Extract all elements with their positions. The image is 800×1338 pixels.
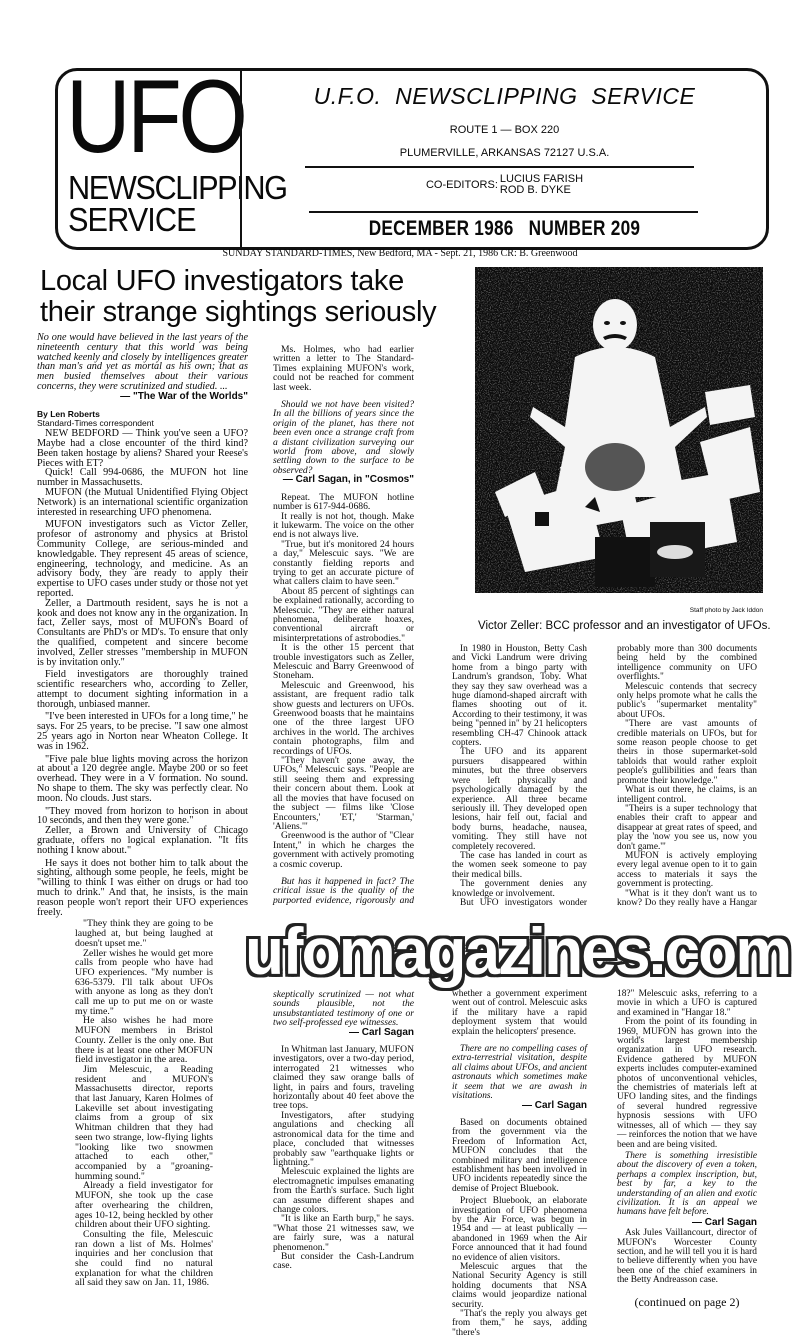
byline-role: Standard-Times correspondent [37,418,154,429]
paragraph: Jim Melescuic, a Reading resident and MUFON's Massachusetts director, reports that last January, Karen Holmes of Lakeville set about investigating claims from a group of six Whitman children that they had seen two strange, low-flying lights "looking like two snowmen attached to each other," accompanied by a "groaning-humming sound." [75,1063,213,1182]
paragraph: The government denies any knowledge or involvement. [452,879,587,899]
paragraph: "What is it they don't want us to know? Do they really have a Hangar 18?" Melescuic asks, referring to a movie in which a UFO is captured and examined in "Hangar 18." [617,888,757,1018]
publication-title: U.F.O. NEWSCLIPPING SERVICE [313,83,696,109]
paragraph: Repeat. The MUFON hotline number is 617-944-0686. [273,491,414,513]
watermark: ufomagazines.com [245,914,791,988]
paragraph: "I've been interested in UFOs for a long time," he says. For 25 years, to be precise. "I saw one almost 25 years ago in Norton near Wheaton College. It was in 1962. [37,711,248,752]
epigraph-attribution: — "The War of the Worlds" [120,390,248,402]
coeditors-names [500,174,583,196]
paragraph: Zeller, a Dartmouth resident, says he is not a kook and does not know any in the organization. In fact, Zeller says, most of MUFON's Board of Consultants are PhD's or MD's. To ensure that only the qualified, competent and sincere become involved, Zeller stresses "membership in MUFON is by invitation only." [37,597,248,668]
article-column-left [37,333,248,1288]
paragraph: Consulting the file, Melescuic ran down a list of Ms. Holmes' inquiries and her conclusion that she could find no natural explanation for what the children all said they saw on Jan. 11, 1986. [75,1228,213,1289]
pull-quote-attribution: — Carl Sagan [348,1026,414,1038]
paragraph: He also wishes he had more MUFON members in Bristol County. Zeller is the only one. But there is at least one other MOFUN field investigator in the area. [75,1015,213,1066]
paragraph: Melescuic contends that secrecy only helps promote what he calls the public's "supermarket mentality" about UFOs. [617,681,757,720]
paragraph: "They haven't gone away, the UFOs," Melescuic says. "People are still seeing them and expressing their concern about them. Look at all the movies that have focused on the subject — films like 'Close Encounters,' 'ET,' 'Starman,' 'Aliens.'" [273,755,414,832]
paragraph: The case has landed in court as the women seek someone to pay their medical bills. [452,850,587,880]
paragraph: Melescuic argues that the National Security Agency is still holding documents that NSA claims would jeopardize national security. [452,1261,587,1310]
paragraph: NEW BEDFORD — Think you've seen a UFO? Maybe had a close encounter of the third kind? Been taken hostage by aliens? Shared your Reese's Pieces with ET? [37,428,248,469]
paragraph: Ms. Holmes, who had earlier written a letter to The Standard-Times explaining MUFON's work, could not be reached for comment last week. [273,344,414,393]
pull-quote: There are no compelling cases of extra-terrestrial visitation, despite all claims about UFOs, and ancient astronauts which sometimes make it seem that we are awash in visitations. [452,1044,587,1102]
paragraph: Melescuic explained the lights are electromagnetic impulses emanating from the Earth's surface. Such light can assume different shapes and change colors. [273,1166,414,1215]
paragraph: "It is like an Earth burp," he says. "What those 21 witnesses saw, we are fairly sure, was a natural phenomenon." [273,1213,414,1253]
pull-quote-attribution: — Carl Sagan [521,1100,587,1112]
continued-notice: (continued on page 2) [634,1294,740,1309]
photo-victor-zeller [475,267,763,593]
rule-divider [309,211,698,213]
paragraph: What is out there, he claims, is an intelligent control. [617,785,757,805]
logo-newsclipping: NEWSCLIPPING [68,169,287,206]
epigraph-quote: No one would have believed in the last years of the nineteenth century that this world was being watched keenly and closely by intelligences greater than man's and yet as mortal as his own; that as men busied themselves about their various concerns, they were scrutinized and studied. ... [37,332,248,392]
masthead [55,59,769,250]
byline: By Len Roberts [37,408,100,419]
source-dateline: SUNDAY STANDARD-TIMES, New Bedford, MA - Sept. 21, 1986 CR: B. Greenwood [222,248,578,259]
logo-ufo: UFO [66,59,245,175]
masthead-info [243,71,766,247]
coeditors [243,174,766,196]
paragraph: Zeller, a Brown and University of Chicago graduate, offers no logical explanation. "It fits nothing I know about." [37,825,248,856]
logo-service: SERVICE [68,201,196,238]
paragraph: Quick! Call 994-0686, the MUFON hot line number in Massachusetts. [37,467,248,489]
pull-quote: There is something irresistible about the discovery of even a token, perhaps a complex inscription, but, best by far, a key to the understanding of an alien and exotic civilization. It is an appeal we humans have felt before. [617,1150,757,1218]
pull-quote: Should we not have been visited? In all the billions of years since the origin of the planet, has there not been even once a strange craft from a distant civilization surveying our world from above, and slowly settling down to the surface to be observed? [273,399,414,476]
paragraph: MUFON (the Mutual Unidentified Flying Object Network) is an international scientific organization interested in researching UFO phenomena. [37,486,248,518]
photo-caption: Victor Zeller: BCC professor and an investigator of UFOs. [478,620,771,632]
article-column-3 [452,645,587,1338]
rule-divider [305,166,694,168]
photo-credit: Staff photo by Jack Iddon [689,607,763,614]
pull-quote-attribution: — Carl Sagan, in "Cosmos" [282,474,414,486]
paragraph: From the point of its founding in 1969, MUFON has grown into the world's largest membership organization in UFO research. Evidence gathered by MUFON experts includes computer-examined photos of unconventional vehicles, the chemistries of materials left at UFO landing sites, and the findings of several hundred regressive hypnosis sessions with UFO witnesses, all of which — they say — reinforces the notion that we have been and are being visited. [617,1017,757,1150]
paragraph: The UFO and its apparent pursuers disappeared within minutes, but the three observers were left physically and psychologically damaged by the experience. All three became seriously ill. They developed open lesions, hair fell out, facial and body burns, headache, nausea, vomiting. They still have not completely recovered. [452,747,587,852]
paragraph: Project Bluebook, an elaborate investigation of UFO phenomena by the Air Force, was begun in 1954 and — at least publically — abandoned in 1969 when the Air Force announced that it had found no evidence of alien visitors. [452,1196,587,1263]
paragraph: About 85 percent of sightings can be explained rationally, according to Melescuic. "They are either natural phenomena, deliberate hoaxes, conventional aircraft or misinterpretations of astrobodies." [273,585,414,644]
masthead-divider [240,71,242,247]
paragraph: "True, but it's monitored 24 hours a day," Melescuic says. "We are constantly fielding reports and trying to get an accurate picture of what callers claim to have seen." [273,538,414,588]
paragraph: "They moved from horizon to horison in about 10 seconds, and then they were gone." [37,805,248,827]
pull-quote-attribution: — Carl Sagan [691,1216,757,1228]
coeditors-label: CO-EDITORS: [425,179,498,191]
paragraph: Greenwood is the author of "Clear Intent," in which he charges the government with actively promoting a cosmic coverup. [273,830,414,870]
article-column-2 [273,345,414,1271]
paragraph: Investigators, after studying angulations and checking all astronomical data for the time and place, concluded that witnesses probably saw "earthquake lights or lightning." [273,1109,414,1168]
issue-date-number: DECEMBER 1986 NUMBER 209 [368,217,641,240]
article-column-left-indented [75,919,213,1288]
paragraph: "Theirs is a super technology that enables their craft to appear and disappear at great rates of speed, and play the 'now you see us, now you don't game.'" [617,803,757,852]
paragraph: Zeller wishes he would get more calls from people who have had UFO experiences. "My number is 636-5379. I'll talk about UFOs with anyone as long as they don't call me up to put me on or waste my time." [75,947,213,1017]
paragraph: In Whitman last January, MUFON investigators, over a two-day period, interrogated 21 witnesses who claimed they saw orange balls of light, in pairs and fours, traveling horizontally about 40 feet above the tree tops. [273,1044,414,1112]
paragraph: "That's the reply you always get from them," he says, adding "there's [452,1309,587,1338]
paragraph: Field investigators are thoroughly trained scientific researchers who, according to Zeller, attempt to document sighting information in a thorough, unbiased manner. [37,669,248,710]
route-address: ROUTE 1 — BOX 220 [449,124,560,136]
paragraph: MUFON investigators such as Victor Zeller, profesor of astronomy and physics at Bristol Community College, are serious-minded and knowledgable. They represent 45 areas of science, engineering, technology, and medicine. As an advisory body, they are ready to apply their expertise to UFO cases under study or those not yet reported. [37,519,248,599]
paragraph: But UFO investigators wonder whether a government experiment went out of control. Melescuic asks if the military have a rapid deployment system that would explain the helicopters' presence. [452,897,587,1037]
pull-quote: But has it happened in fact? The critical issue is the quality of the purported evidence, rigorously and skeptically scrutinized — not what sounds plausible, not the unsubstantiated testimony of one or two self-professed eye witnesses. [273,875,414,1029]
editor-name: LUCIUS FARISH [499,173,584,185]
paragraph: Ask Jules Vaillancourt, director of MUFON's Worcester County section, and he will tell you it is hard to believe differently when you have been one of the chief examiners in the Betty Andreasson case. [617,1228,757,1286]
paragraph: In 1980 in Houston, Betty Cash and Vicki Landrum were driving home from a bingo party with Landrum's grandson, Toby. What they say they saw overhead was a huge diamond-shaped aircraft with flames shooting out of it. According to their testimony, it was being "penned in" by 21 helicopters resembling CH-47 Chinook attack copters. [452,644,587,749]
paragraph: Already a field investigator for MUFON, she took up the case after overhearing the children, ages 10-12, being heckled by other children about their UFO sighting. [75,1180,213,1231]
paragraph: Melescuic and Greenwood, his assistant, are frequent radio talk show guests and lecturers on UFOs. Greenwood boasts that he maintains one of the three largest UFO archives in the world. The archives contain photographs, film and recordings of UFOs. [273,679,414,757]
paragraph: But consider the Cash-Landrum case. [273,1250,414,1272]
city-address: PLUMERVILLE, ARKANSAS 72127 U.S.A. [399,147,610,159]
paragraph: "Five pale blue lights moving across the horizon at about a 120 degree angle. Maybe 200 or so feet overhead. They were in a V formation. No sound. No shape to them. The sky was perfectly clear. No moon. No clouds. Just stars. [37,753,248,804]
paragraph: It really is not hot, though. Make it lukewarm. The voice on the other end is not always live. [273,510,414,541]
paragraph: probably more than 300 documents being held by the combined intelligence community on UFO overflights." [617,644,757,683]
paragraph: Based on documents obtained from the government via the Freedom of Information Act, MUFON concludes that the combined military and intelligence establishment has been involved in UFO incidents repeatedly since the demise of Project Bluebook. [452,1117,587,1194]
editor-name: ROD B. DYKE [499,184,571,196]
paragraph: "They think they are going to be laughed at, but being laughed at doesn't upset me." [75,918,213,949]
paragraph: It is the other 15 percent that trouble investigators such as Zeller, Melescuic and Barry Greenwood of Stoneham. [273,642,414,682]
article-headline: Local UFO investigators take their strange sightings seriously [40,265,437,328]
paragraph: MUFON is actively employing every legal avenue open to it to gain access to materials it says the government is protecting. [617,850,757,890]
paragraph: He says it does not bother him to talk about the sighting, although some people, he feels, might be "willing to think I was either on drugs or had too much to drink." And that, he insists, is the main reason people won't report their UFO experiences freely. [37,857,248,918]
paragraph: "There are vast amounts of credible materials on UFOs, but for some reason people choose to get theirs in those supermarket-sold tabloids that would rather exploit people's gullibilities and fears than promote their knowledge." [617,719,757,786]
